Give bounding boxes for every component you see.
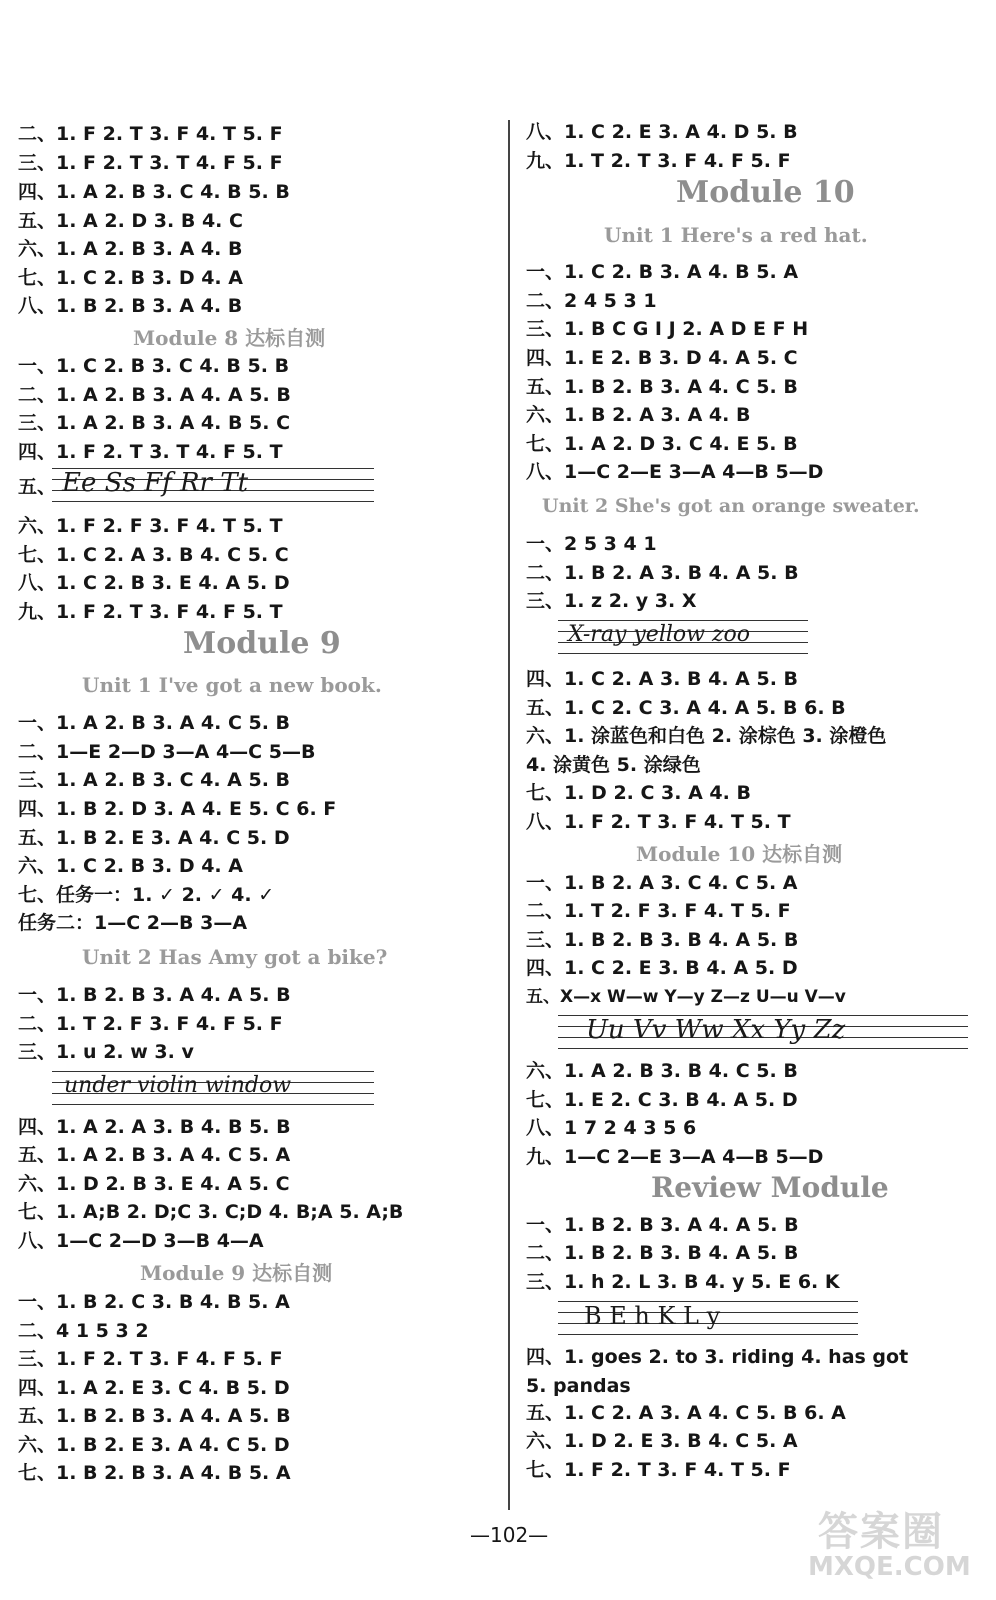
answer-line: 二、1. T 2. F 3. F 4. F 5. F <box>18 1013 283 1035</box>
answer-line: 任务二：1—C 2—B 3—A <box>18 912 248 934</box>
handwriting-band <box>558 1015 968 1049</box>
answer-line: 七、1. D 2. C 3. A 4. B <box>526 782 751 804</box>
answer-line: 六、1. 涂蓝色和白色 2. 涂棕色 3. 涂橙色 <box>526 725 887 747</box>
answer-line: 九、1—C 2—E 3—A 4—B 5—D <box>526 1146 824 1168</box>
answer-line: 六、1. D 2. E 3. B 4. C 5. A <box>526 1430 798 1452</box>
answer-line: 五、1. B 2. B 3. A 4. C 5. B <box>526 376 798 398</box>
handwriting-band <box>558 1301 858 1335</box>
answer-line: 二、1. A 2. B 3. A 4. A 5. B <box>18 384 291 406</box>
answer-line: 七、1. C 2. B 3. D 4. A <box>18 267 243 289</box>
answer-line: 二、2 4 5 3 1 <box>526 290 657 312</box>
answer-line: 七、1. A 2. D 3. C 4. E 5. B <box>526 433 798 455</box>
answer-line: 三、1. A 2. B 3. C 4. A 5. B <box>18 769 291 791</box>
answer-line: 六、1. D 2. B 3. E 4. A 5. C <box>18 1173 290 1195</box>
answer-line: 九、1. F 2. T 3. F 4. F 5. T <box>18 601 283 623</box>
handwriting-band <box>558 620 808 654</box>
answer-line: 二、4 1 5 3 2 <box>18 1320 149 1342</box>
answer-line: 六、1. B 2. E 3. A 4. C 5. D <box>18 1434 290 1456</box>
answer-line: 一、1. C 2. B 3. A 4. B 5. A <box>526 261 799 283</box>
answer-line: 三、1. z 2. y 3. X <box>526 590 697 612</box>
module8-test-heading: Module 8 达标自测 <box>133 326 326 350</box>
answer-line: 七、1. A;B 2. D;C 3. C;D 4. B;A 5. A;B <box>18 1201 404 1223</box>
answer-line: 七、1. E 2. C 3. B 4. A 5. D <box>526 1089 798 1111</box>
answer-line: 八、1—C 2—E 3—A 4—B 5—D <box>526 461 824 483</box>
answer-line: 一、1. B 2. C 3. B 4. B 5. A <box>18 1291 290 1313</box>
answer-line: 五、X—x W—w Y—y Z—z U—u V—v <box>526 987 846 1007</box>
answer-line: 六、1. C 2. B 3. D 4. A <box>18 855 243 877</box>
handwriting-band <box>52 468 374 502</box>
module10-title: Module 10 <box>676 175 855 210</box>
handwriting-letters: Uu Vv Ww Xx Yy Zz <box>586 1015 846 1045</box>
answer-line: 三、1. F 2. T 3. T 4. F 5. F <box>18 152 283 174</box>
answer-line: 三、1. B 2. B 3. B 4. A 5. B <box>526 929 799 951</box>
answer-line: 八、1 7 2 4 3 5 6 <box>526 1117 697 1139</box>
answer-line: 一、1. C 2. B 3. C 4. B 5. B <box>18 355 290 377</box>
handwriting-band <box>52 1071 374 1105</box>
answer-line: 二、1. F 2. T 3. F 4. T 5. F <box>18 123 283 145</box>
answer-line: 七、1. F 2. T 3. F 4. T 5. F <box>526 1459 791 1481</box>
answer-line: 三、1. h 2. L 3. B 4. y 5. E 6. K <box>526 1271 840 1293</box>
answer-line: 六、1. F 2. F 3. F 4. T 5. T <box>18 515 283 537</box>
module9-title: Module 9 <box>183 626 341 661</box>
answer-line: 六、1. B 2. A 3. A 4. B <box>526 404 751 426</box>
answer-line: 三、1. B C G I J 2. A D E F H <box>526 318 809 340</box>
answer-line: 一、1. B 2. B 3. A 4. A 5. B <box>526 1214 799 1236</box>
answer-line: 三、1. u 2. w 3. v <box>18 1041 194 1063</box>
answer-line: 五、1. B 2. E 3. A 4. C 5. D <box>18 827 290 849</box>
module9-test-heading: Module 9 达标自测 <box>140 1261 333 1285</box>
answer-line: 二、1. T 2. F 3. F 4. T 5. F <box>526 900 791 922</box>
answer-line: 八、1. F 2. T 3. F 4. T 5. T <box>526 811 791 833</box>
answer-line: 四、1. A 2. B 3. C 4. B 5. B <box>18 181 290 203</box>
answer-line: 一、1. A 2. B 3. A 4. C 5. B <box>18 712 291 734</box>
answer-line: 四、1. C 2. E 3. B 4. A 5. D <box>526 957 798 979</box>
answer-line: 四、1. A 2. A 3. B 4. B 5. B <box>18 1116 291 1138</box>
answer-line: 二、1. B 2. A 3. B 4. A 5. B <box>526 562 799 584</box>
answer-line: 三、1. F 2. T 3. F 4. F 5. F <box>18 1348 283 1370</box>
answer-line: 五、1. C 2. A 3. A 4. C 5. B 6. A <box>526 1402 846 1424</box>
answer-line: 一、1. B 2. B 3. A 4. A 5. B <box>18 984 291 1006</box>
answer-line-label: 五、 <box>18 476 57 498</box>
answer-line: 一、1. B 2. A 3. C 4. C 5. A <box>526 872 798 894</box>
answer-line: 八、1. C 2. B 3. E 4. A 5. D <box>18 572 290 594</box>
review-module-title: Review Module <box>651 1171 889 1204</box>
answer-line: 四、1. E 2. B 3. D 4. A 5. C <box>526 347 798 369</box>
module10-test-heading: Module 10 达标自测 <box>636 842 843 866</box>
handwriting-words: X-ray yellow zoo <box>568 622 751 647</box>
watermark-url: MXQE.COM <box>808 1552 971 1582</box>
module9-unit2-heading: Unit 2 Has Amy got a bike? <box>82 945 388 969</box>
answer-line: 六、1. A 2. B 3. B 4. C 5. B <box>526 1060 798 1082</box>
module9-unit1-heading: Unit 1 I've got a new book. <box>82 673 382 697</box>
answer-line: 一、2 5 3 4 1 <box>526 533 657 555</box>
answer-line: 七、1. B 2. B 3. A 4. B 5. A <box>18 1462 291 1484</box>
answer-line: 五、1. B 2. B 3. A 4. A 5. B <box>18 1405 291 1427</box>
handwriting-letters: B E h K L y <box>584 1302 721 1330</box>
column-divider <box>508 120 510 1510</box>
answer-line: 七、任务一：1. ✓ 2. ✓ 4. ✓ <box>18 884 275 906</box>
answer-line: 四、1. B 2. D 3. A 4. E 5. C 6. F <box>18 798 337 820</box>
answer-line: 七、1. C 2. A 3. B 4. C 5. C <box>18 544 289 566</box>
answer-line: 四、1. goes 2. to 3. riding 4. has got <box>526 1346 909 1368</box>
answer-line: 5. pandas <box>526 1375 631 1397</box>
answer-line: 4. 涂黄色 5. 涂绿色 <box>526 754 701 776</box>
answer-line: 二、1. B 2. B 3. B 4. A 5. B <box>526 1242 799 1264</box>
answer-line: 四、1. A 2. E 3. C 4. B 5. D <box>18 1377 290 1399</box>
page-number: —102— <box>470 1523 549 1547</box>
module10-unit2-heading: Unit 2 She's got an orange sweater. <box>542 495 920 517</box>
answer-line: 五、1. C 2. C 3. A 4. A 5. B 6. B <box>526 697 846 719</box>
handwriting-words: under violin window <box>64 1073 292 1098</box>
answer-line: 八、1. B 2. B 3. A 4. B <box>18 295 243 317</box>
handwriting-letters: Ee Ss Ff Rr Tt <box>62 468 249 498</box>
answer-line: 二、1—E 2—D 3—A 4—C 5—B <box>18 741 316 763</box>
answer-line: 九、1. T 2. T 3. F 4. F 5. F <box>526 150 791 172</box>
module10-unit1-heading: Unit 1 Here's a red hat. <box>604 223 868 247</box>
watermark-logo: 答案圈 <box>818 1509 944 1555</box>
answer-line: 六、1. A 2. B 3. A 4. B <box>18 238 243 260</box>
answer-line: 四、1. C 2. A 3. B 4. A 5. B <box>526 668 799 690</box>
answer-line: 五、1. A 2. B 3. A 4. C 5. A <box>18 1144 291 1166</box>
answer-line: 八、1—C 2—D 3—B 4—A <box>18 1230 264 1252</box>
answer-line: 三、1. A 2. B 3. A 4. B 5. C <box>18 412 291 434</box>
answer-line: 五、1. A 2. D 3. B 4. C <box>18 210 243 232</box>
answer-line: 八、1. C 2. E 3. A 4. D 5. B <box>526 121 798 143</box>
answer-line: 四、1. F 2. T 3. T 4. F 5. T <box>18 441 283 463</box>
